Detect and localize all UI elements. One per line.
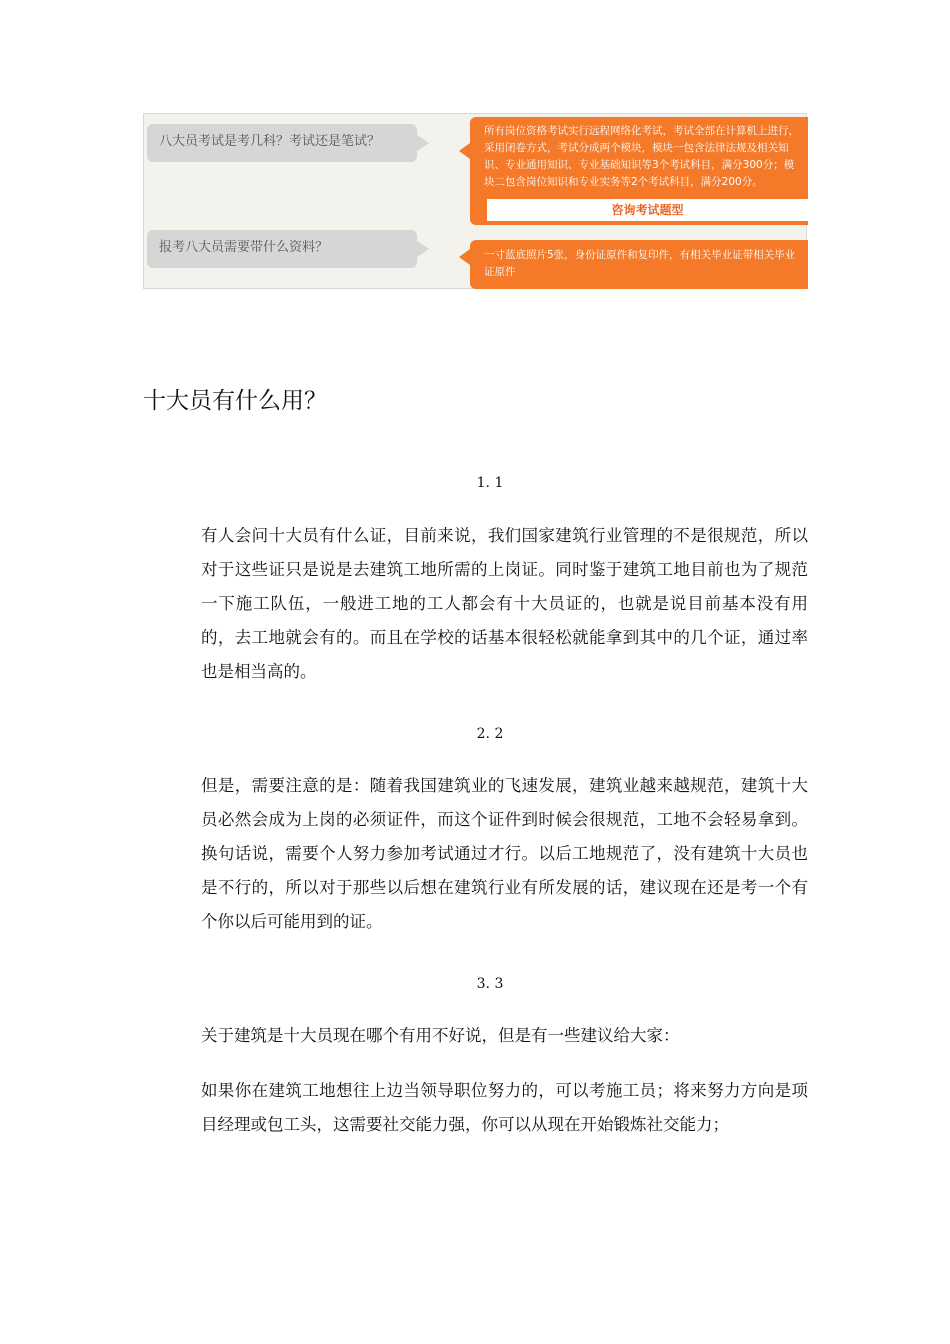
question-bubble: 报考八大员需要带什么资料？: [147, 230, 417, 268]
paragraph: 有人会问十大员有什么证，目前来说，我们国家建筑行业管理的不是很规范，所以对于这些证只是说是去建筑工地所需的上岗证。同时鉴于建筑工地目前也为了规范一下施工队伍，一般进工地的工人都会有十大员证的，也就是说目前基本没有用的，去工地就会有的。而且在学校的话基本很轻松就能拿到其中的几个证，通过率也是相当高的。: [201, 526, 808, 681]
answer-bubble: [470, 117, 808, 225]
answer-text: 一寸蓝底照片5张，身份证原件和复印件，有相关毕业证带相关毕业证原件: [484, 249, 796, 278]
question-bubble: 八大员考试是考几科？考试还是笔试？: [147, 124, 417, 162]
paragraph: 关于建筑是十大员现在哪个有用不好说，但是有一些建议给大家：: [201, 1026, 680, 1045]
answer-text: 所有岗位资格考试实行远程网络化考试，考试全部在计算机上进行，采用闭卷方式，考试分成两个模块，模块一包含法律法规及相关知识、专业通用知识、专业基础知识等3个考试科目，满分300分；模块二包含岗位知识和专业实务等2个考试科目，满分200分。: [484, 125, 799, 188]
section-title: 十大员有什么用？: [143, 388, 327, 414]
answer-bubble: [470, 240, 808, 289]
faq-banner: [143, 113, 807, 289]
consult-exam-button[interactable]: 咨询考试题型: [487, 199, 808, 221]
item-number: 3. 3: [476, 976, 504, 992]
item-number: 2. 2: [476, 726, 504, 742]
paragraph: 但是，需要注意的是：随着我国建筑业的飞速发展，建筑业越来越规范，建筑十大员必然会成为上岗的必须证件，而这个证件到时候会很规范，工地不会轻易拿到。换句话说，需要个人努力参加考试通过才行。以后工地规范了，没有建筑十大员也是不行的，所以对于那些以后想在建筑行业有所发展的话，建议现在还是考一个有个你以后可能用到的证。: [201, 776, 808, 931]
paragraph: 如果你在建筑工地想往上边当领导职位努力的，可以考施工员；将来努力方向是项目经理或包工头，这需要社交能力强，你可以从现在开始锻炼社交能力；: [201, 1081, 808, 1134]
item-number: 1. 1: [476, 475, 504, 491]
